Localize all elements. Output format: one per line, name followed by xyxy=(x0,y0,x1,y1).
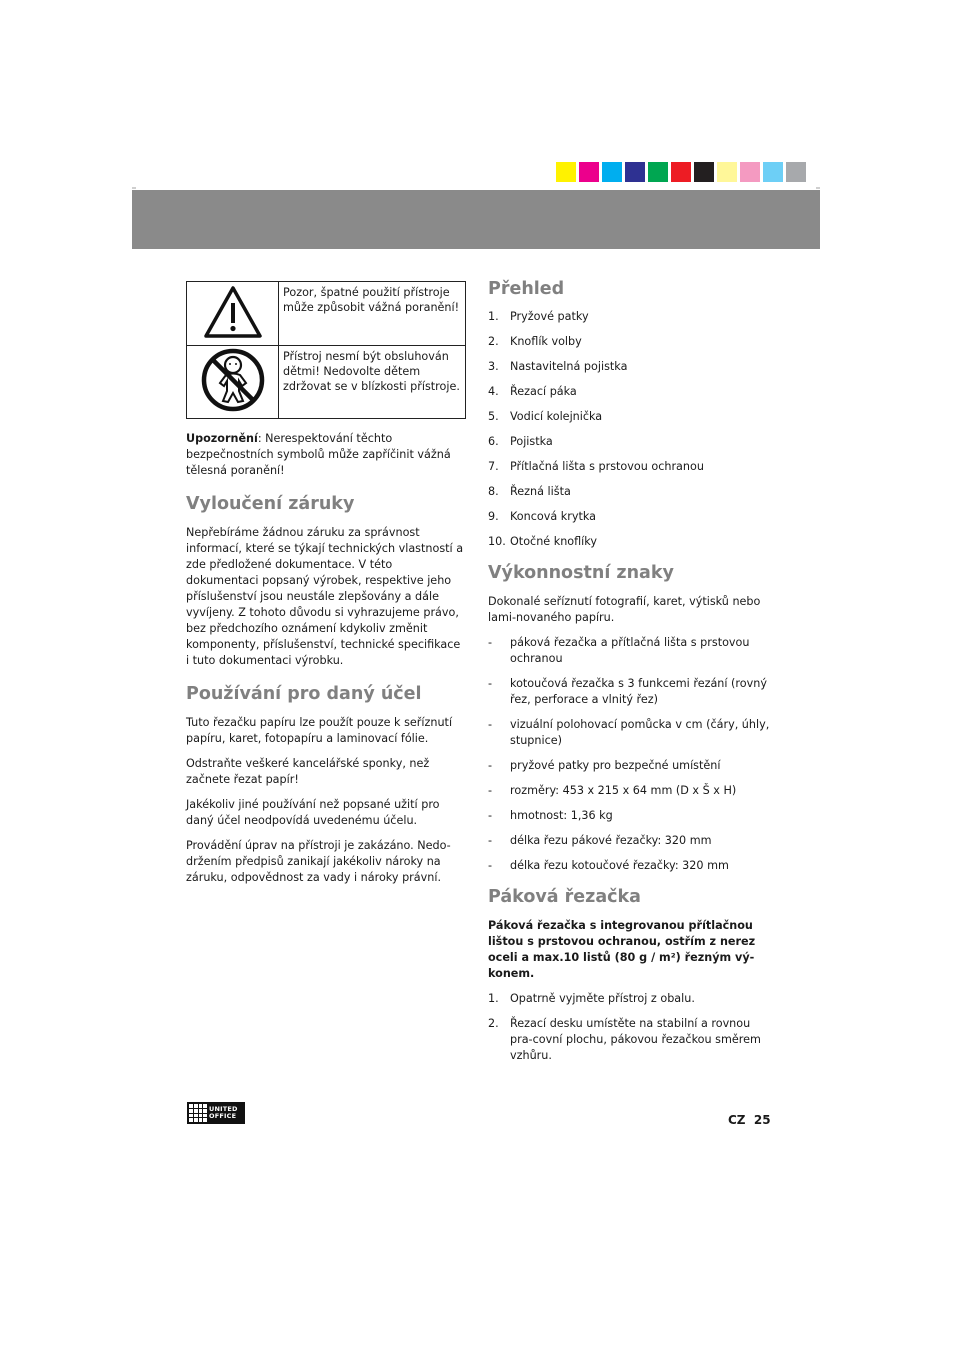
list-number: 3. xyxy=(488,360,499,373)
list-number: 1. xyxy=(488,310,499,323)
color-swatch xyxy=(625,162,645,182)
list-item xyxy=(488,309,770,325)
list-number: 2. xyxy=(488,1017,499,1030)
section-heading-lever-cutter: Páková řezačka xyxy=(488,887,641,907)
notice-text: : Nerespektování těchto bezpečnostních symbolů může zapříčinit vážná tělesná poranění! xyxy=(186,432,451,477)
section-heading-overview: Přehled xyxy=(488,279,565,299)
list-item xyxy=(488,359,770,375)
list-text: Koncová krytka xyxy=(510,510,596,523)
right-column xyxy=(488,278,770,1064)
color-swatch xyxy=(694,162,714,182)
list-item xyxy=(488,833,770,849)
list-item xyxy=(488,808,770,824)
list-item xyxy=(488,1016,770,1064)
list-number: 5. xyxy=(488,410,499,423)
page-number xyxy=(728,1113,771,1127)
color-swatch xyxy=(763,162,783,182)
list-bullet: - xyxy=(488,718,493,731)
intended-use-paragraph: Tuto řezačku papíru lze použít pouze k seříznutí papíru, karet, fotopapíru a laminovací fólie. xyxy=(186,716,453,745)
list-item xyxy=(488,459,770,475)
list-bullet: - xyxy=(488,809,493,822)
list-bullet: - xyxy=(488,677,493,690)
color-swatch xyxy=(556,162,576,182)
list-text: Knoflík volby xyxy=(510,335,582,348)
features-list xyxy=(488,635,770,874)
list-number: 9. xyxy=(488,510,499,523)
logo-text xyxy=(209,1106,238,1120)
warning-text: Přístroj nesmí být obsluhován dětmi! Nedovolte dětem zdržovat se v blízkosti přístroje. xyxy=(279,346,466,419)
lever-cutter-intro: Páková řezačka s integrovanou přítlačnou lištou s prstovou ochranou, ostřím z nerez oceli a max.10 listů (80 g / m²) řezným vý-konem. xyxy=(488,919,756,980)
list-bullet: - xyxy=(488,636,493,649)
list-text: Pojistka xyxy=(510,435,553,448)
list-item xyxy=(488,534,770,550)
united-office-logo xyxy=(187,1102,245,1124)
color-swatch xyxy=(717,162,737,182)
list-item xyxy=(488,783,770,799)
intended-use-paragraph: Odstraňte veškeré kancelářské sponky, než začnete řezat papír! xyxy=(186,757,430,786)
color-swatch xyxy=(579,162,599,182)
list-number: 1. xyxy=(488,992,499,1005)
list-item xyxy=(488,334,770,350)
list-text: Řezací desku umístěte na stabilní a rovnou pra-covní plochu, pákovou řezačkou směrem vzhůru. xyxy=(510,1017,761,1062)
list-number: 8. xyxy=(488,485,499,498)
intended-use-paragraph: Jakékoliv jiné používání než popsané užití pro daný účel neodpovídá uvedenému účelu. xyxy=(186,798,440,827)
list-text: délka řezu pákové řezačky: 320 mm xyxy=(510,834,712,847)
list-number: 6. xyxy=(488,435,499,448)
safety-symbols-table xyxy=(186,281,466,419)
list-bullet: - xyxy=(488,834,493,847)
list-text: Nastavitelná pojistka xyxy=(510,360,628,373)
left-column xyxy=(186,281,466,886)
list-item xyxy=(488,758,770,774)
logo-line: UNITED xyxy=(209,1105,238,1113)
registration-line xyxy=(816,187,820,189)
list-bullet: - xyxy=(488,784,493,797)
list-text: Otočné knoflíky xyxy=(510,535,597,548)
list-text: Vodicí kolejnička xyxy=(510,410,603,423)
section-heading-intended-use: Používání pro daný účel xyxy=(186,684,422,704)
list-text: délka řezu kotoučové řezačky: 320 mm xyxy=(510,859,729,872)
lever-cutter-steps xyxy=(488,991,770,1064)
list-item xyxy=(488,509,770,525)
no-children-icon xyxy=(187,346,279,419)
list-text: pryžové patky pro bezpečné umístění xyxy=(510,759,721,772)
list-text: rozměry: 453 x 215 x 64 mm (D x Š x H) xyxy=(510,784,737,797)
list-number: 4. xyxy=(488,385,499,398)
table-row xyxy=(187,346,466,419)
language-code: CZ xyxy=(728,1113,746,1127)
list-number: 2. xyxy=(488,335,499,348)
list-text: Opatrně vyjměte přístroj z obalu. xyxy=(510,992,695,1005)
list-bullet: - xyxy=(488,859,493,872)
list-item xyxy=(488,484,770,500)
list-item xyxy=(488,858,770,874)
list-item xyxy=(488,676,770,708)
color-swatch xyxy=(740,162,760,182)
warning-triangle-icon xyxy=(187,282,279,346)
notice-paragraph xyxy=(186,431,466,479)
warranty-text: Nepřebíráme žádnou záruku za správnost informací, které se týkají technických vlastností a zde předložené dokumentace. V této dokumentaci popsaný výrobek, respektive jeho příslušenství jsou neustále zlepšovány a dále vyvíjeny. Z tohoto důvodu si vyhrazujeme právo, bez předchozího oznámení kdykoliv změnit komponenty, příslušenství, technické specifikace i tuto dokumentaci výrobku. xyxy=(186,526,464,667)
warning-text: Pozor, špatné použití přístroje může způsobit vážná poranění! xyxy=(279,282,466,346)
list-text: Řezací páka xyxy=(510,385,577,398)
list-item xyxy=(488,409,770,425)
color-swatch xyxy=(602,162,622,182)
overview-list xyxy=(488,309,770,550)
table-row xyxy=(187,282,466,346)
list-bullet: - xyxy=(488,759,493,772)
notice-label: Upozornění xyxy=(186,432,258,445)
list-text: páková řezačka a přítlačná lišta s prstovou ochranou xyxy=(510,636,750,665)
list-item xyxy=(488,635,770,667)
color-swatch xyxy=(648,162,668,182)
list-text: Přítlačná lišta s prstovou ochranou xyxy=(510,460,704,473)
list-number: 10. xyxy=(488,535,506,548)
list-text: kotoučová řezačka s 3 funkcemi řezání (rovný řez, perforace a vlnitý řez) xyxy=(510,677,767,706)
color-swatch xyxy=(671,162,691,182)
list-text: Pryžové patky xyxy=(510,310,589,323)
logo-line: OFFICE xyxy=(209,1112,237,1120)
color-calibration-bar xyxy=(556,162,806,182)
list-text: vizuální polohovací pomůcka v cm (čáry, úhly, stupnice) xyxy=(510,718,770,747)
color-swatch xyxy=(786,162,806,182)
section-heading-warranty: Vyloučení záruky xyxy=(186,494,355,514)
list-item xyxy=(488,384,770,400)
registration-line xyxy=(132,187,136,189)
list-text: hmotnost: 1,36 kg xyxy=(510,809,613,822)
intended-use-paragraph: Provádění úprav na přístroji je zakázáno. Nedo-držením předpisů zanikají jakékoliv nároky na záruku, odpovědnost za vady i nároky právní. xyxy=(186,839,451,884)
logo-grid-icon xyxy=(189,1104,207,1122)
list-number: 7. xyxy=(488,460,499,473)
list-item xyxy=(488,991,770,1007)
page-number-value: 25 xyxy=(753,1113,771,1127)
list-item xyxy=(488,717,770,749)
header-band xyxy=(132,190,820,249)
list-text: Řezná lišta xyxy=(510,485,571,498)
list-item xyxy=(488,434,770,450)
features-intro: Dokonalé seříznutí fotografií, karet, výtisků nebo lami-novaného papíru. xyxy=(488,595,761,624)
section-heading-features: Výkonnostní znaky xyxy=(488,563,674,583)
